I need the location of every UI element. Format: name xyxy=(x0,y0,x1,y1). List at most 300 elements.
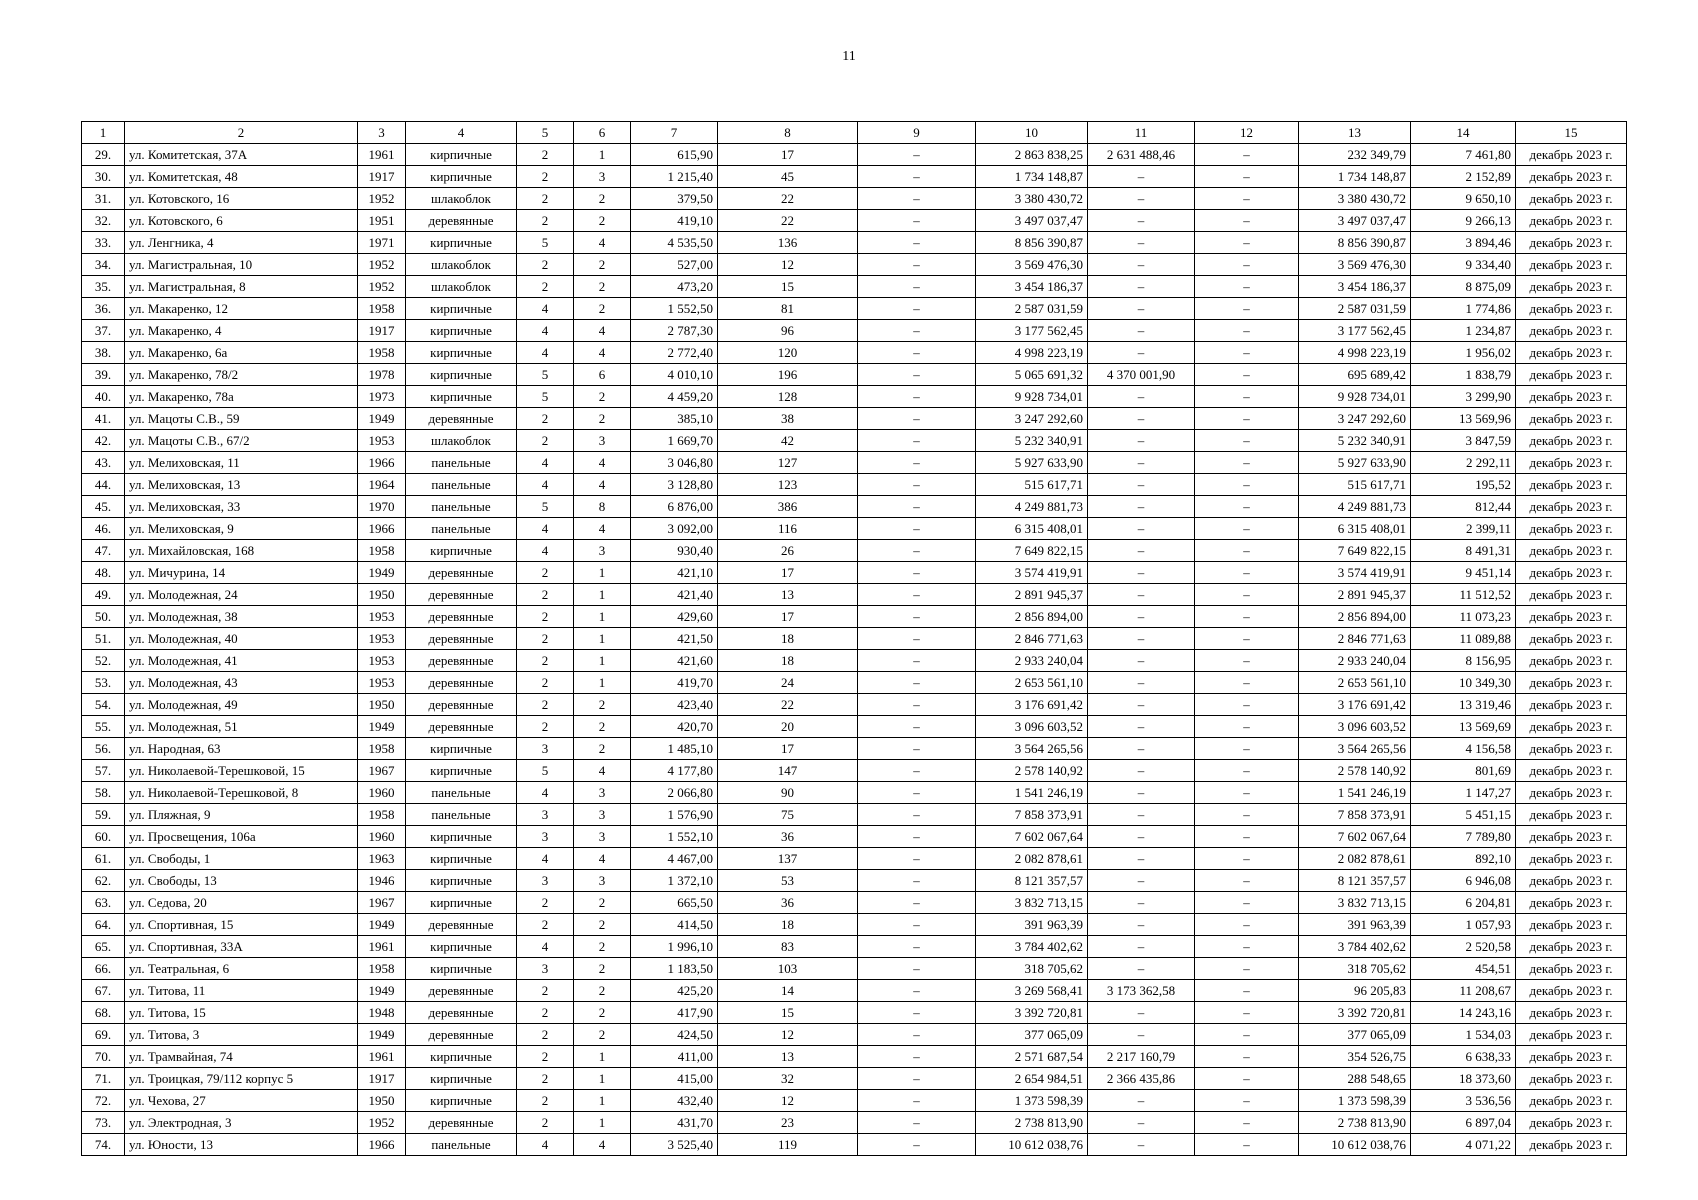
cell-deadline: декабрь 2023 г. xyxy=(1516,364,1627,386)
cell-row-number: 67. xyxy=(82,980,125,1002)
cell-col-13: 3 574 419,91 xyxy=(1299,562,1411,584)
cell-address: ул. Николаевой-Терешковой, 8 xyxy=(125,782,358,804)
cell-floors: 4 xyxy=(517,936,574,958)
table-row xyxy=(82,144,1627,166)
column-header-3: 3 xyxy=(358,122,406,144)
cell-col-13: 3 569 476,30 xyxy=(1299,254,1411,276)
cell-col-13: 3 564 265,56 xyxy=(1299,738,1411,760)
cell-col-9: – xyxy=(858,232,976,254)
cell-col-11: 3 173 362,58 xyxy=(1088,980,1195,1002)
cell-address: ул. Ленгника, 4 xyxy=(125,232,358,254)
cell-total-area: 417,90 xyxy=(631,1002,718,1024)
table-row xyxy=(82,496,1627,518)
cell-deadline: декабрь 2023 г. xyxy=(1516,210,1627,232)
cell-deadline: декабрь 2023 г. xyxy=(1516,1134,1627,1156)
table-row xyxy=(82,430,1627,452)
cell-year-built: 1951 xyxy=(358,210,406,232)
cell-residents: 24 xyxy=(718,672,858,694)
cell-deadline: декабрь 2023 г. xyxy=(1516,650,1627,672)
cell-total-area: 1 669,70 xyxy=(631,430,718,452)
cell-year-built: 1949 xyxy=(358,562,406,584)
cell-floors: 2 xyxy=(517,914,574,936)
cell-cost-per-sqm: 812,44 xyxy=(1411,496,1516,518)
table-row xyxy=(82,342,1627,364)
cell-col-11: 2 217 160,79 xyxy=(1088,1046,1195,1068)
cell-col-9: – xyxy=(858,452,976,474)
cell-col-12: – xyxy=(1195,188,1299,210)
cell-col-9: – xyxy=(858,760,976,782)
cell-col-9: – xyxy=(858,320,976,342)
table-row xyxy=(82,584,1627,606)
column-header-2: 2 xyxy=(125,122,358,144)
cell-row-number: 69. xyxy=(82,1024,125,1046)
table-row xyxy=(82,408,1627,430)
cell-col-12: – xyxy=(1195,826,1299,848)
cell-col-13: 3 247 292,60 xyxy=(1299,408,1411,430)
cell-row-number: 46. xyxy=(82,518,125,540)
cell-deadline: декабрь 2023 г. xyxy=(1516,430,1627,452)
cell-col-11: – xyxy=(1088,958,1195,980)
cell-deadline: декабрь 2023 г. xyxy=(1516,562,1627,584)
cell-col-9: – xyxy=(858,254,976,276)
cell-total-cost: 318 705,62 xyxy=(976,958,1088,980)
cell-col-11: – xyxy=(1088,826,1195,848)
cell-col-11: – xyxy=(1088,892,1195,914)
cell-total-cost: 3 784 402,62 xyxy=(976,936,1088,958)
cell-cost-per-sqm: 6 897,04 xyxy=(1411,1112,1516,1134)
cell-row-number: 72. xyxy=(82,1090,125,1112)
cell-col-12: – xyxy=(1195,980,1299,1002)
cell-deadline: декабрь 2023 г. xyxy=(1516,826,1627,848)
cell-deadline: декабрь 2023 г. xyxy=(1516,408,1627,430)
cell-floors: 5 xyxy=(517,232,574,254)
table-row xyxy=(82,232,1627,254)
cell-col-12: – xyxy=(1195,738,1299,760)
cell-row-number: 73. xyxy=(82,1112,125,1134)
cell-year-built: 1950 xyxy=(358,1090,406,1112)
cell-total-area: 930,40 xyxy=(631,540,718,562)
cell-col-12: – xyxy=(1195,606,1299,628)
cell-total-cost: 3 392 720,81 xyxy=(976,1002,1088,1024)
cell-floors: 2 xyxy=(517,166,574,188)
cell-residents: 12 xyxy=(718,1024,858,1046)
cell-floors: 5 xyxy=(517,760,574,782)
cell-col-9: – xyxy=(858,892,976,914)
cell-address: ул. Мелиховская, 33 xyxy=(125,496,358,518)
cell-entrances: 1 xyxy=(574,672,631,694)
cell-deadline: декабрь 2023 г. xyxy=(1516,1090,1627,1112)
cell-address: ул. Титова, 3 xyxy=(125,1024,358,1046)
cell-col-13: 1 734 148,87 xyxy=(1299,166,1411,188)
cell-col-12: – xyxy=(1195,760,1299,782)
cell-col-12: – xyxy=(1195,1046,1299,1068)
cell-col-13: 6 315 408,01 xyxy=(1299,518,1411,540)
cell-col-9: – xyxy=(858,650,976,672)
cell-entrances: 1 xyxy=(574,1046,631,1068)
column-header-6: 6 xyxy=(574,122,631,144)
cell-col-13: 7 602 067,64 xyxy=(1299,826,1411,848)
cell-col-9: – xyxy=(858,1024,976,1046)
cell-wall-material: панельные xyxy=(406,496,517,518)
table-row xyxy=(82,1002,1627,1024)
table-row xyxy=(82,452,1627,474)
cell-row-number: 44. xyxy=(82,474,125,496)
cell-col-11: – xyxy=(1088,738,1195,760)
cell-col-13: 288 548,65 xyxy=(1299,1068,1411,1090)
cell-floors: 3 xyxy=(517,804,574,826)
cell-address: ул. Электродная, 3 xyxy=(125,1112,358,1134)
cell-year-built: 1961 xyxy=(358,144,406,166)
table-row xyxy=(82,738,1627,760)
cell-row-number: 29. xyxy=(82,144,125,166)
table-row xyxy=(82,386,1627,408)
cell-col-12: – xyxy=(1195,1002,1299,1024)
cell-cost-per-sqm: 13 569,69 xyxy=(1411,716,1516,738)
cell-address: ул. Молодежная, 38 xyxy=(125,606,358,628)
cell-total-area: 6 876,00 xyxy=(631,496,718,518)
column-header-12: 12 xyxy=(1195,122,1299,144)
cell-cost-per-sqm: 11 512,52 xyxy=(1411,584,1516,606)
cell-floors: 4 xyxy=(517,848,574,870)
cell-col-12: – xyxy=(1195,540,1299,562)
cell-total-cost: 1 541 246,19 xyxy=(976,782,1088,804)
cell-wall-material: деревянные xyxy=(406,716,517,738)
cell-address: ул. Молодежная, 51 xyxy=(125,716,358,738)
cell-col-9: – xyxy=(858,804,976,826)
cell-year-built: 1966 xyxy=(358,452,406,474)
cell-total-area: 1 996,10 xyxy=(631,936,718,958)
cell-cost-per-sqm: 2 152,89 xyxy=(1411,166,1516,188)
cell-col-11: – xyxy=(1088,474,1195,496)
cell-col-11: – xyxy=(1088,430,1195,452)
cell-entrances: 2 xyxy=(574,276,631,298)
cell-wall-material: кирпичные xyxy=(406,936,517,958)
cell-total-area: 419,70 xyxy=(631,672,718,694)
cell-col-13: 9 928 734,01 xyxy=(1299,386,1411,408)
cell-col-11: – xyxy=(1088,254,1195,276)
cell-cost-per-sqm: 1 234,87 xyxy=(1411,320,1516,342)
cell-total-cost: 1 373 598,39 xyxy=(976,1090,1088,1112)
cell-year-built: 1949 xyxy=(358,1024,406,1046)
cell-col-13: 3 454 186,37 xyxy=(1299,276,1411,298)
cell-wall-material: деревянные xyxy=(406,584,517,606)
cell-year-built: 1950 xyxy=(358,584,406,606)
cell-wall-material: кирпичные xyxy=(406,892,517,914)
cell-wall-material: деревянные xyxy=(406,210,517,232)
cell-year-built: 1953 xyxy=(358,650,406,672)
cell-wall-material: панельные xyxy=(406,518,517,540)
cell-deadline: декабрь 2023 г. xyxy=(1516,1024,1627,1046)
cell-col-9: – xyxy=(858,386,976,408)
cell-col-12: – xyxy=(1195,782,1299,804)
cell-row-number: 74. xyxy=(82,1134,125,1156)
cell-deadline: декабрь 2023 г. xyxy=(1516,518,1627,540)
cell-total-area: 1 552,50 xyxy=(631,298,718,320)
cell-col-13: 2 846 771,63 xyxy=(1299,628,1411,650)
cell-col-13: 377 065,09 xyxy=(1299,1024,1411,1046)
table-row xyxy=(82,628,1627,650)
cell-col-13: 391 963,39 xyxy=(1299,914,1411,936)
cell-year-built: 1973 xyxy=(358,386,406,408)
table-row xyxy=(82,276,1627,298)
cell-row-number: 32. xyxy=(82,210,125,232)
cell-col-11: – xyxy=(1088,408,1195,430)
cell-total-area: 421,40 xyxy=(631,584,718,606)
cell-floors: 3 xyxy=(517,958,574,980)
cell-cost-per-sqm: 9 650,10 xyxy=(1411,188,1516,210)
cell-residents: 136 xyxy=(718,232,858,254)
cell-wall-material: панельные xyxy=(406,804,517,826)
cell-entrances: 2 xyxy=(574,958,631,980)
cell-row-number: 63. xyxy=(82,892,125,914)
cell-total-cost: 3 454 186,37 xyxy=(976,276,1088,298)
cell-col-9: – xyxy=(858,474,976,496)
cell-year-built: 1953 xyxy=(358,430,406,452)
cell-entrances: 4 xyxy=(574,232,631,254)
cell-residents: 12 xyxy=(718,254,858,276)
cell-total-area: 423,40 xyxy=(631,694,718,716)
cell-col-9: – xyxy=(858,1112,976,1134)
cell-col-12: – xyxy=(1195,518,1299,540)
cell-col-11: – xyxy=(1088,188,1195,210)
cell-col-13: 515 617,71 xyxy=(1299,474,1411,496)
cell-col-9: – xyxy=(858,716,976,738)
cell-col-13: 2 082 878,61 xyxy=(1299,848,1411,870)
cell-total-area: 1 552,10 xyxy=(631,826,718,848)
cell-entrances: 3 xyxy=(574,804,631,826)
cell-cost-per-sqm: 4 156,58 xyxy=(1411,738,1516,760)
table-row xyxy=(82,320,1627,342)
cell-row-number: 40. xyxy=(82,386,125,408)
cell-total-cost: 3 096 603,52 xyxy=(976,716,1088,738)
cell-col-13: 2 933 240,04 xyxy=(1299,650,1411,672)
cell-col-13: 4 998 223,19 xyxy=(1299,342,1411,364)
cell-row-number: 42. xyxy=(82,430,125,452)
cell-entrances: 2 xyxy=(574,738,631,760)
cell-year-built: 1958 xyxy=(358,738,406,760)
table-row xyxy=(82,1046,1627,1068)
cell-col-12: – xyxy=(1195,232,1299,254)
cell-deadline: декабрь 2023 г. xyxy=(1516,760,1627,782)
cell-deadline: декабрь 2023 г. xyxy=(1516,870,1627,892)
cell-floors: 3 xyxy=(517,826,574,848)
cell-col-13: 695 689,42 xyxy=(1299,364,1411,386)
cell-deadline: декабрь 2023 г. xyxy=(1516,342,1627,364)
cell-entrances: 3 xyxy=(574,870,631,892)
cell-col-11: – xyxy=(1088,232,1195,254)
cell-floors: 2 xyxy=(517,1046,574,1068)
cell-total-cost: 2 891 945,37 xyxy=(976,584,1088,606)
cell-residents: 103 xyxy=(718,958,858,980)
cell-wall-material: кирпичные xyxy=(406,760,517,782)
cell-col-9: – xyxy=(858,606,976,628)
table-row xyxy=(82,606,1627,628)
cell-address: ул. Народная, 63 xyxy=(125,738,358,760)
cell-cost-per-sqm: 5 451,15 xyxy=(1411,804,1516,826)
cell-col-12: – xyxy=(1195,562,1299,584)
cell-total-cost: 3 269 568,41 xyxy=(976,980,1088,1002)
cell-col-13: 3 392 720,81 xyxy=(1299,1002,1411,1024)
cell-total-cost: 6 315 408,01 xyxy=(976,518,1088,540)
cell-col-11: – xyxy=(1088,782,1195,804)
cell-total-cost: 377 065,09 xyxy=(976,1024,1088,1046)
cell-col-9: – xyxy=(858,188,976,210)
cell-col-11: – xyxy=(1088,672,1195,694)
cell-residents: 15 xyxy=(718,1002,858,1024)
cell-row-number: 43. xyxy=(82,452,125,474)
cell-row-number: 49. xyxy=(82,584,125,606)
cell-col-12: – xyxy=(1195,584,1299,606)
cell-floors: 2 xyxy=(517,144,574,166)
cell-wall-material: кирпичные xyxy=(406,540,517,562)
cell-col-12: – xyxy=(1195,1068,1299,1090)
table-row xyxy=(82,210,1627,232)
cell-entrances: 2 xyxy=(574,694,631,716)
cell-total-cost: 2 738 813,90 xyxy=(976,1112,1088,1134)
cell-year-built: 1961 xyxy=(358,936,406,958)
cell-total-area: 425,20 xyxy=(631,980,718,1002)
cell-total-cost: 3 380 430,72 xyxy=(976,188,1088,210)
cell-entrances: 1 xyxy=(574,1112,631,1134)
cell-residents: 45 xyxy=(718,166,858,188)
cell-col-13: 8 121 357,57 xyxy=(1299,870,1411,892)
column-header-13: 13 xyxy=(1299,122,1411,144)
cell-total-area: 4 467,00 xyxy=(631,848,718,870)
cell-cost-per-sqm: 8 156,95 xyxy=(1411,650,1516,672)
cell-residents: 36 xyxy=(718,826,858,848)
cell-total-area: 420,70 xyxy=(631,716,718,738)
column-header-4: 4 xyxy=(406,122,517,144)
cell-cost-per-sqm: 11 208,67 xyxy=(1411,980,1516,1002)
column-header-11: 11 xyxy=(1088,122,1195,144)
cell-cost-per-sqm: 3 847,59 xyxy=(1411,430,1516,452)
cell-wall-material: панельные xyxy=(406,1134,517,1156)
cell-col-13: 318 705,62 xyxy=(1299,958,1411,980)
cell-floors: 4 xyxy=(517,320,574,342)
cell-row-number: 54. xyxy=(82,694,125,716)
cell-total-cost: 2 082 878,61 xyxy=(976,848,1088,870)
cell-col-13: 4 249 881,73 xyxy=(1299,496,1411,518)
cell-entrances: 3 xyxy=(574,782,631,804)
cell-cost-per-sqm: 4 071,22 xyxy=(1411,1134,1516,1156)
cell-floors: 4 xyxy=(517,782,574,804)
cell-col-12: – xyxy=(1195,628,1299,650)
cell-cost-per-sqm: 9 334,40 xyxy=(1411,254,1516,276)
cell-deadline: декабрь 2023 г. xyxy=(1516,782,1627,804)
cell-address: ул. Комитетская, 48 xyxy=(125,166,358,188)
cell-deadline: декабрь 2023 г. xyxy=(1516,936,1627,958)
cell-col-13: 5 927 633,90 xyxy=(1299,452,1411,474)
cell-col-13: 7 649 822,15 xyxy=(1299,540,1411,562)
cell-address: ул. Мацоты С.В., 67/2 xyxy=(125,430,358,452)
cell-residents: 17 xyxy=(718,562,858,584)
cell-total-cost: 3 569 476,30 xyxy=(976,254,1088,276)
cell-cost-per-sqm: 2 399,11 xyxy=(1411,518,1516,540)
cell-wall-material: деревянные xyxy=(406,694,517,716)
cell-total-cost: 391 963,39 xyxy=(976,914,1088,936)
cell-col-12: – xyxy=(1195,870,1299,892)
cell-residents: 38 xyxy=(718,408,858,430)
table-row xyxy=(82,782,1627,804)
cell-col-11: – xyxy=(1088,1134,1195,1156)
cell-deadline: декабрь 2023 г. xyxy=(1516,188,1627,210)
cell-deadline: декабрь 2023 г. xyxy=(1516,694,1627,716)
cell-wall-material: кирпичные xyxy=(406,1090,517,1112)
cell-row-number: 58. xyxy=(82,782,125,804)
cell-wall-material: кирпичные xyxy=(406,848,517,870)
cell-row-number: 45. xyxy=(82,496,125,518)
cell-row-number: 33. xyxy=(82,232,125,254)
cell-residents: 13 xyxy=(718,584,858,606)
cell-col-11: – xyxy=(1088,452,1195,474)
cell-col-9: – xyxy=(858,1134,976,1156)
cell-floors: 2 xyxy=(517,430,574,452)
cell-col-13: 10 612 038,76 xyxy=(1299,1134,1411,1156)
cell-col-12: – xyxy=(1195,320,1299,342)
cell-deadline: декабрь 2023 г. xyxy=(1516,672,1627,694)
cell-residents: 17 xyxy=(718,144,858,166)
cell-year-built: 1960 xyxy=(358,826,406,848)
cell-deadline: декабрь 2023 г. xyxy=(1516,254,1627,276)
cell-entrances: 4 xyxy=(574,1134,631,1156)
cell-address: ул. Просвещения, 106а xyxy=(125,826,358,848)
cell-entrances: 2 xyxy=(574,1024,631,1046)
cell-col-13: 2 738 813,90 xyxy=(1299,1112,1411,1134)
cell-address: ул. Спортивная, 33А xyxy=(125,936,358,958)
cell-col-9: – xyxy=(858,496,976,518)
cell-floors: 2 xyxy=(517,276,574,298)
cell-total-area: 424,50 xyxy=(631,1024,718,1046)
cell-row-number: 68. xyxy=(82,1002,125,1024)
cell-wall-material: деревянные xyxy=(406,1002,517,1024)
cell-total-cost: 2 856 894,00 xyxy=(976,606,1088,628)
cell-total-cost: 4 249 881,73 xyxy=(976,496,1088,518)
cell-residents: 90 xyxy=(718,782,858,804)
cell-col-11: – xyxy=(1088,936,1195,958)
cell-year-built: 1953 xyxy=(358,628,406,650)
cell-deadline: декабрь 2023 г. xyxy=(1516,892,1627,914)
cell-total-cost: 8 121 357,57 xyxy=(976,870,1088,892)
cell-wall-material: шлакоблок xyxy=(406,430,517,452)
cell-col-9: – xyxy=(858,1046,976,1068)
cell-residents: 127 xyxy=(718,452,858,474)
cell-total-area: 421,60 xyxy=(631,650,718,672)
cell-col-11: – xyxy=(1088,496,1195,518)
cell-address: ул. Макаренко, 12 xyxy=(125,298,358,320)
cell-entrances: 1 xyxy=(574,1090,631,1112)
cell-floors: 2 xyxy=(517,980,574,1002)
cell-total-cost: 2 933 240,04 xyxy=(976,650,1088,672)
cell-row-number: 50. xyxy=(82,606,125,628)
cell-wall-material: деревянные xyxy=(406,1024,517,1046)
table-row xyxy=(82,474,1627,496)
table-row xyxy=(82,958,1627,980)
table-row xyxy=(82,562,1627,584)
cell-deadline: декабрь 2023 г. xyxy=(1516,1112,1627,1134)
table-row xyxy=(82,892,1627,914)
cell-col-12: – xyxy=(1195,276,1299,298)
cell-address: ул. Мацоты С.В., 59 xyxy=(125,408,358,430)
cell-address: ул. Комитетская, 37А xyxy=(125,144,358,166)
cell-wall-material: деревянные xyxy=(406,562,517,584)
cell-cost-per-sqm: 10 349,30 xyxy=(1411,672,1516,694)
table-row xyxy=(82,1068,1627,1090)
cell-deadline: декабрь 2023 г. xyxy=(1516,474,1627,496)
cell-deadline: декабрь 2023 г. xyxy=(1516,452,1627,474)
cell-deadline: декабрь 2023 г. xyxy=(1516,1046,1627,1068)
cell-deadline: декабрь 2023 г. xyxy=(1516,980,1627,1002)
cell-address: ул. Магистральная, 8 xyxy=(125,276,358,298)
